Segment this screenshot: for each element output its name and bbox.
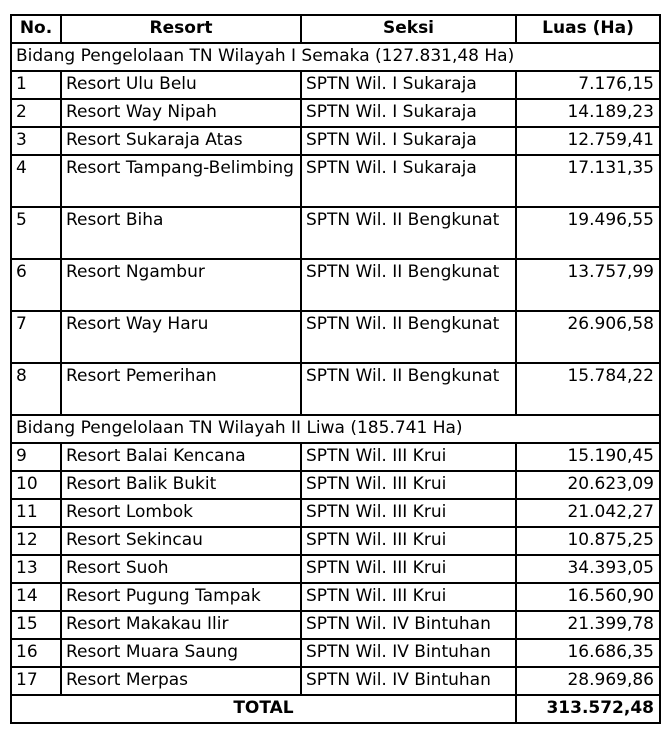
- cell-seksi: SPTN Wil. III Krui: [301, 471, 516, 499]
- table-row: [11, 207, 660, 259]
- cell-no: 12: [11, 527, 61, 555]
- table-row: [11, 583, 660, 611]
- cell-resort: Resort Way Nipah: [61, 99, 301, 127]
- cell-resort: Resort Tampang-Belimbing: [61, 155, 301, 207]
- cell-no: 9: [11, 443, 61, 471]
- cell-no: 2: [11, 99, 61, 127]
- cell-seksi: SPTN Wil. II Bengkunat: [301, 207, 516, 259]
- cell-seksi: SPTN Wil. IV Bintuhan: [301, 667, 516, 695]
- section-title: Bidang Pengelolaan TN Wilayah I Semaka (127.831,48 Ha): [11, 43, 660, 71]
- cell-resort: Resort Biha: [61, 207, 301, 259]
- cell-resort: Resort Suoh: [61, 555, 301, 583]
- table-row: [11, 155, 660, 207]
- cell-no: 5: [11, 207, 61, 259]
- cell-resort: Resort Way Haru: [61, 311, 301, 363]
- table-row: [11, 311, 660, 363]
- cell-luas: 19.496,55: [516, 207, 660, 259]
- cell-luas: 34.393,05: [516, 555, 660, 583]
- header-resort: Resort: [61, 15, 301, 43]
- header-no: No.: [11, 15, 61, 43]
- cell-resort: Resort Sekincau: [61, 527, 301, 555]
- cell-no: 8: [11, 363, 61, 415]
- cell-seksi: SPTN Wil. I Sukaraja: [301, 127, 516, 155]
- header-seksi: Seksi: [301, 15, 516, 43]
- total-value: 313.572,48: [516, 695, 660, 723]
- table-row: [11, 611, 660, 639]
- cell-luas: 15.784,22: [516, 363, 660, 415]
- table-row: [11, 259, 660, 311]
- header-luas: Luas (Ha): [516, 15, 660, 43]
- cell-seksi: SPTN Wil. II Bengkunat: [301, 311, 516, 363]
- resort-table: [10, 14, 661, 724]
- total-row: [11, 695, 660, 723]
- cell-seksi: SPTN Wil. III Krui: [301, 499, 516, 527]
- cell-luas: 26.906,58: [516, 311, 660, 363]
- table-row: [11, 443, 660, 471]
- cell-no: 11: [11, 499, 61, 527]
- cell-no: 7: [11, 311, 61, 363]
- header-row: [11, 15, 660, 43]
- table-body: [11, 43, 660, 695]
- cell-luas: 10.875,25: [516, 527, 660, 555]
- cell-luas: 20.623,09: [516, 471, 660, 499]
- cell-no: 14: [11, 583, 61, 611]
- table-row: [11, 363, 660, 415]
- cell-resort: Resort Lombok: [61, 499, 301, 527]
- cell-no: 17: [11, 667, 61, 695]
- cell-luas: 21.042,27: [516, 499, 660, 527]
- cell-seksi: SPTN Wil. II Bengkunat: [301, 363, 516, 415]
- cell-no: 6: [11, 259, 61, 311]
- cell-resort: Resort Muara Saung: [61, 639, 301, 667]
- cell-seksi: SPTN Wil. IV Bintuhan: [301, 639, 516, 667]
- cell-resort: Resort Balai Kencana: [61, 443, 301, 471]
- cell-no: 13: [11, 555, 61, 583]
- cell-luas: 15.190,45: [516, 443, 660, 471]
- table-row: [11, 127, 660, 155]
- cell-resort: Resort Ngambur: [61, 259, 301, 311]
- table-row: [11, 499, 660, 527]
- cell-seksi: SPTN Wil. IV Bintuhan: [301, 611, 516, 639]
- cell-resort: Resort Pugung Tampak: [61, 583, 301, 611]
- cell-luas: 12.759,41: [516, 127, 660, 155]
- cell-resort: Resort Ulu Belu: [61, 71, 301, 99]
- cell-seksi: SPTN Wil. III Krui: [301, 555, 516, 583]
- cell-resort: Resort Balik Bukit: [61, 471, 301, 499]
- cell-no: 10: [11, 471, 61, 499]
- cell-seksi: SPTN Wil. I Sukaraja: [301, 71, 516, 99]
- table-row: [11, 471, 660, 499]
- cell-seksi: SPTN Wil. III Krui: [301, 583, 516, 611]
- cell-luas: 21.399,78: [516, 611, 660, 639]
- cell-luas: 16.560,90: [516, 583, 660, 611]
- table-row: [11, 667, 660, 695]
- section-row: [11, 415, 660, 443]
- cell-no: 3: [11, 127, 61, 155]
- cell-luas: 16.686,35: [516, 639, 660, 667]
- cell-no: 16: [11, 639, 61, 667]
- cell-seksi: SPTN Wil. II Bengkunat: [301, 259, 516, 311]
- table-row: [11, 71, 660, 99]
- cell-resort: Resort Sukaraja Atas: [61, 127, 301, 155]
- cell-luas: 28.969,86: [516, 667, 660, 695]
- cell-seksi: SPTN Wil. III Krui: [301, 443, 516, 471]
- section-row: [11, 43, 660, 71]
- cell-no: 4: [11, 155, 61, 207]
- table-row: [11, 527, 660, 555]
- cell-resort: Resort Merpas: [61, 667, 301, 695]
- cell-no: 15: [11, 611, 61, 639]
- cell-resort: Resort Pemerihan: [61, 363, 301, 415]
- table-row: [11, 639, 660, 667]
- table-row: [11, 555, 660, 583]
- cell-seksi: SPTN Wil. III Krui: [301, 527, 516, 555]
- cell-no: 1: [11, 71, 61, 99]
- cell-luas: 17.131,35: [516, 155, 660, 207]
- total-label: TOTAL: [11, 695, 516, 723]
- table-row: [11, 99, 660, 127]
- cell-luas: 7.176,15: [516, 71, 660, 99]
- section-title: Bidang Pengelolaan TN Wilayah II Liwa (185.741 Ha): [11, 415, 660, 443]
- cell-luas: 13.757,99: [516, 259, 660, 311]
- cell-seksi: SPTN Wil. I Sukaraja: [301, 155, 516, 207]
- cell-seksi: SPTN Wil. I Sukaraja: [301, 99, 516, 127]
- cell-luas: 14.189,23: [516, 99, 660, 127]
- cell-resort: Resort Makakau Ilir: [61, 611, 301, 639]
